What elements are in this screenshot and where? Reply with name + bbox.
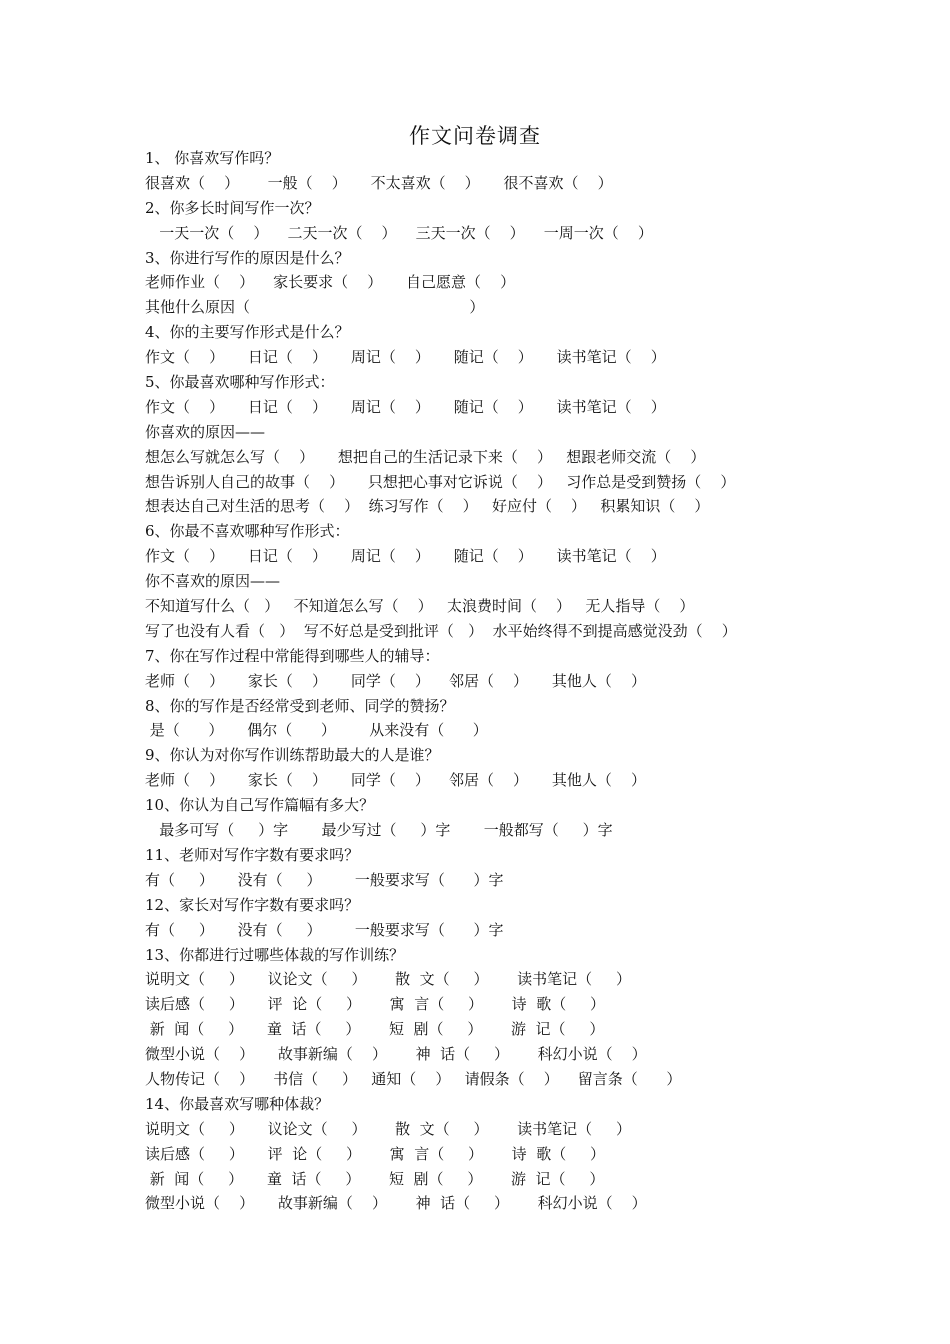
text-line: 6、你最不喜欢哪种写作形式：	[145, 522, 350, 541]
text-line: 3、你进行写作的原因是什么？	[145, 248, 350, 267]
text-line: 4、你的主要写作形式是什么？	[145, 323, 350, 342]
text-line: 写了也没有人看（ ） 写不好总是受到批评（ ） 水平始终得不到提高感觉没劲（ ）	[145, 621, 737, 640]
text-line: 13、你都进行过哪些体裁的写作训练？	[145, 945, 405, 964]
text-line: 最多可写（ ）字 最少写过（ ）字 一般都写（ ）字	[145, 821, 613, 840]
questionnaire-body	[145, 146, 845, 1216]
text-line: 想告诉别人自己的故事（ ） 只想把心事对它诉说（ ） 习作总是受到赞扬（ ）	[145, 472, 736, 491]
text-line: 你喜欢的原因——	[145, 422, 266, 441]
text-line: 2、你多长时间写作一次？	[145, 198, 320, 217]
text-line: 作文（ ） 日记（ ） 周记（ ） 随记（ ） 读书笔记（ ）	[145, 547, 666, 566]
text-line: 读后感（ ） 评 论（ ） 寓 言（ ） 诗 歌（ ）	[145, 1144, 606, 1163]
text-line: 说明文（ ） 议论文（ ） 散 文（ ） 读书笔记（ ）	[145, 1119, 631, 1138]
text-line: 其他什么原因（ ）	[145, 298, 485, 317]
text-line: 不知道写什么（ ） 不知道怎么写（ ） 太浪费时间（ ） 无人指导（ ）	[145, 597, 695, 616]
document-title: 作文问卷调查	[409, 124, 541, 148]
text-line: 微型小说（ ） 故事新编（ ） 神 话（ ） 科幻小说（ ）	[145, 1045, 647, 1064]
text-line: 老师（ ） 家长（ ） 同学（ ） 邻居（ ） 其他人（ ）	[145, 771, 646, 790]
text-line: 新 闻（ ） 童 话（ ） 短 剧（ ） 游 记（ ）	[145, 1169, 605, 1188]
text-line: 7、你在写作过程中常能得到哪些人的辅导：	[145, 646, 440, 665]
text-line: 人物传记（ ） 书信（ ） 通知（ ） 请假条（ ） 留言条（ ）	[145, 1069, 682, 1088]
text-line: 是（ ） 偶尔（ ） 从来没有（ ）	[145, 721, 488, 740]
text-line: 想表达自己对生活的思考（ ） 练习写作（ ） 好应付（ ） 积累知识（ ）	[145, 497, 710, 516]
text-line: 10、你认为自己写作篇幅有多大？	[145, 796, 375, 815]
text-line: 12、家长对写作字数有要求吗？	[145, 895, 360, 914]
text-line: 11、老师对写作字数有要求吗？	[145, 845, 360, 864]
text-line: 说明文（ ） 议论文（ ） 散 文（ ） 读书笔记（ ）	[145, 970, 631, 989]
text-line: 一天一次（ ） 二天一次（ ） 三天一次（ ） 一周一次（ ）	[145, 223, 653, 242]
text-line: 有（ ） 没有（ ） 一般要求写（ ）字	[145, 870, 504, 889]
text-line: 新 闻（ ） 童 话（ ） 短 剧（ ） 游 记（ ）	[145, 1020, 605, 1039]
text-line: 有（ ） 没有（ ） 一般要求写（ ）字	[145, 920, 504, 939]
text-line: 8、你的写作是否经常受到老师、同学的赞扬？	[145, 696, 455, 715]
text-line: 想怎么写就怎么写（ ） 想把自己的生活记录下来（ ） 想跟老师交流（ ）	[145, 447, 706, 466]
text-line: 作文（ ） 日记（ ） 周记（ ） 随记（ ） 读书笔记（ ）	[145, 397, 666, 416]
text-line: 老师作业（ ） 家长要求（ ） 自己愿意（ ）	[145, 273, 516, 292]
text-line: 1、 你喜欢写作吗？	[145, 149, 280, 167]
text-line: 5、你最喜欢哪种写作形式：	[145, 373, 335, 392]
text-line: 老师（ ） 家长（ ） 同学（ ） 邻居（ ） 其他人（ ）	[145, 671, 646, 690]
text-line: 微型小说（ ） 故事新编（ ） 神 话（ ） 科幻小说（ ）	[145, 1194, 647, 1213]
text-line: 很喜欢（ ） 一般（ ） 不太喜欢（ ） 很不喜欢（ ）	[145, 173, 613, 192]
text-line: 14、你最喜欢写哪种体裁？	[145, 1094, 330, 1113]
text-line: 9、你认为对你写作训练帮助最大的人是谁？	[145, 746, 440, 765]
text-line: 你不喜欢的原因——	[145, 572, 281, 591]
text-line: 读后感（ ） 评 论（ ） 寓 言（ ） 诗 歌（ ）	[145, 995, 606, 1014]
text-line: 作文（ ） 日记（ ） 周记（ ） 随记（ ） 读书笔记（ ）	[145, 348, 666, 367]
